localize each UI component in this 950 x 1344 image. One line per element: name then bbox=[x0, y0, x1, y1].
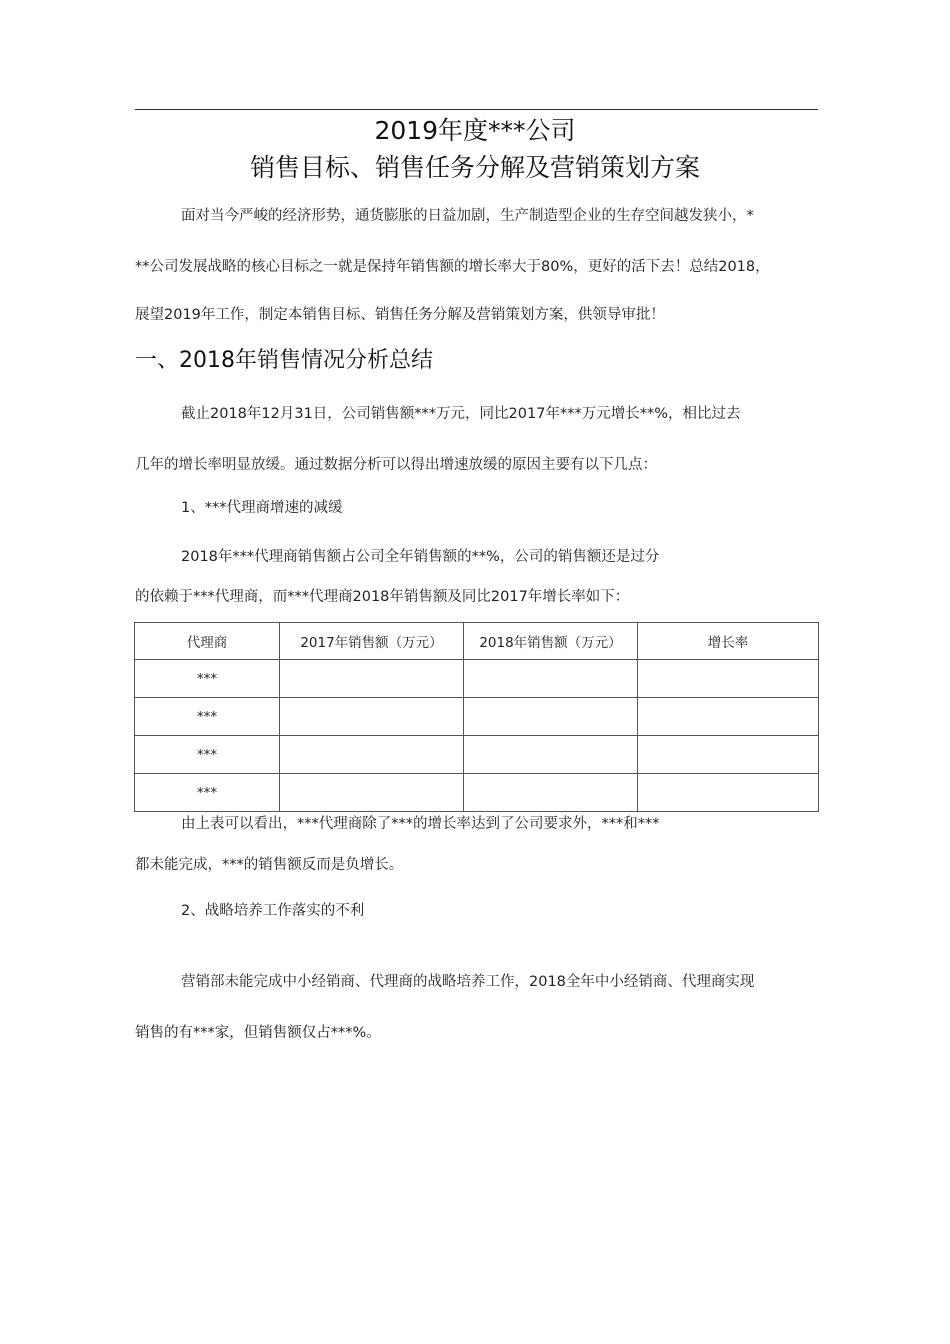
item1-title: 1、***代理商增速的减缓 bbox=[181, 500, 343, 516]
table-cell: *** bbox=[135, 698, 280, 736]
intro-line-2: **公司发展战略的核心目标之一就是保持年销售额的增长率大于80%，更好的活下去！总结2018， bbox=[135, 259, 770, 275]
table-header-cell: 代理商 bbox=[135, 623, 280, 660]
section-para-line-2: 几年的增长率明显放缓。通过数据分析可以得出增速放缓的原因主要有以下几点： bbox=[135, 457, 657, 473]
agent-sales-table bbox=[134, 622, 819, 812]
document-subtitle: 销售目标、销售任务分解及营销策划方案 bbox=[249, 153, 700, 182]
table-header-cell: 2017年销售额（万元） bbox=[280, 623, 464, 660]
table-row bbox=[135, 660, 819, 698]
intro-line-3: 展望2019年工作，制定本销售目标、销售任务分解及营销策划方案，供领导审批！ bbox=[135, 307, 665, 323]
table-cell: *** bbox=[135, 774, 280, 812]
table-row bbox=[135, 698, 819, 736]
table-header-cell: 2018年销售额（万元） bbox=[464, 623, 638, 660]
item2-para-line-2: 销售的有***家，但销售额仅占***%。 bbox=[135, 1025, 381, 1041]
table-header-cell: 增长率 bbox=[638, 623, 819, 660]
table-row bbox=[135, 736, 819, 774]
item2-title: 2、战略培养工作落实的不利 bbox=[181, 903, 365, 919]
table-cell bbox=[280, 736, 464, 774]
table-cell bbox=[638, 660, 819, 698]
item1-para-line-1: 2018年***代理商销售额占公司全年销售额的**%，公司的销售额还是过分 bbox=[181, 549, 660, 565]
header-rule bbox=[135, 109, 818, 110]
table-cell bbox=[638, 698, 819, 736]
table-cell: *** bbox=[135, 736, 280, 774]
table-cell bbox=[280, 698, 464, 736]
table-header-row bbox=[135, 623, 819, 660]
table-cell bbox=[638, 774, 819, 812]
item1-para-line-2: 的依赖于***代理商，而***代理商2018年销售额及同比2017年增长率如下： bbox=[135, 589, 630, 605]
table-cell: *** bbox=[135, 660, 280, 698]
table-cell bbox=[464, 660, 638, 698]
table-note-line-2: 都未能完成，***的销售额反而是负增长。 bbox=[135, 857, 404, 873]
table-cell bbox=[280, 660, 464, 698]
intro-line-1: 面对当今严峻的经济形势，通货膨胀的日益加剧，生产制造型企业的生存空间越发狭小，* bbox=[181, 208, 754, 224]
section-para-line-1: 截止2018年12月31日，公司销售额***万元，同比2017年***万元增长**%，相比过去 bbox=[181, 406, 741, 422]
table-note-line-1: 由上表可以看出，***代理商除了***的增长率达到了公司要求外，***和*** bbox=[181, 816, 660, 832]
table-cell bbox=[280, 774, 464, 812]
table-row bbox=[135, 774, 819, 812]
table-cell bbox=[464, 774, 638, 812]
table-cell bbox=[638, 736, 819, 774]
section-heading: 一、2018年销售情况分析总结 bbox=[135, 348, 433, 373]
item2-para-line-1: 营销部未能完成中小经销商、代理商的战略培养工作，2018全年中小经销商、代理商实现 bbox=[181, 974, 755, 990]
table-cell bbox=[464, 736, 638, 774]
table-cell bbox=[464, 698, 638, 736]
document-title: 2019年度***公司 bbox=[374, 116, 576, 145]
